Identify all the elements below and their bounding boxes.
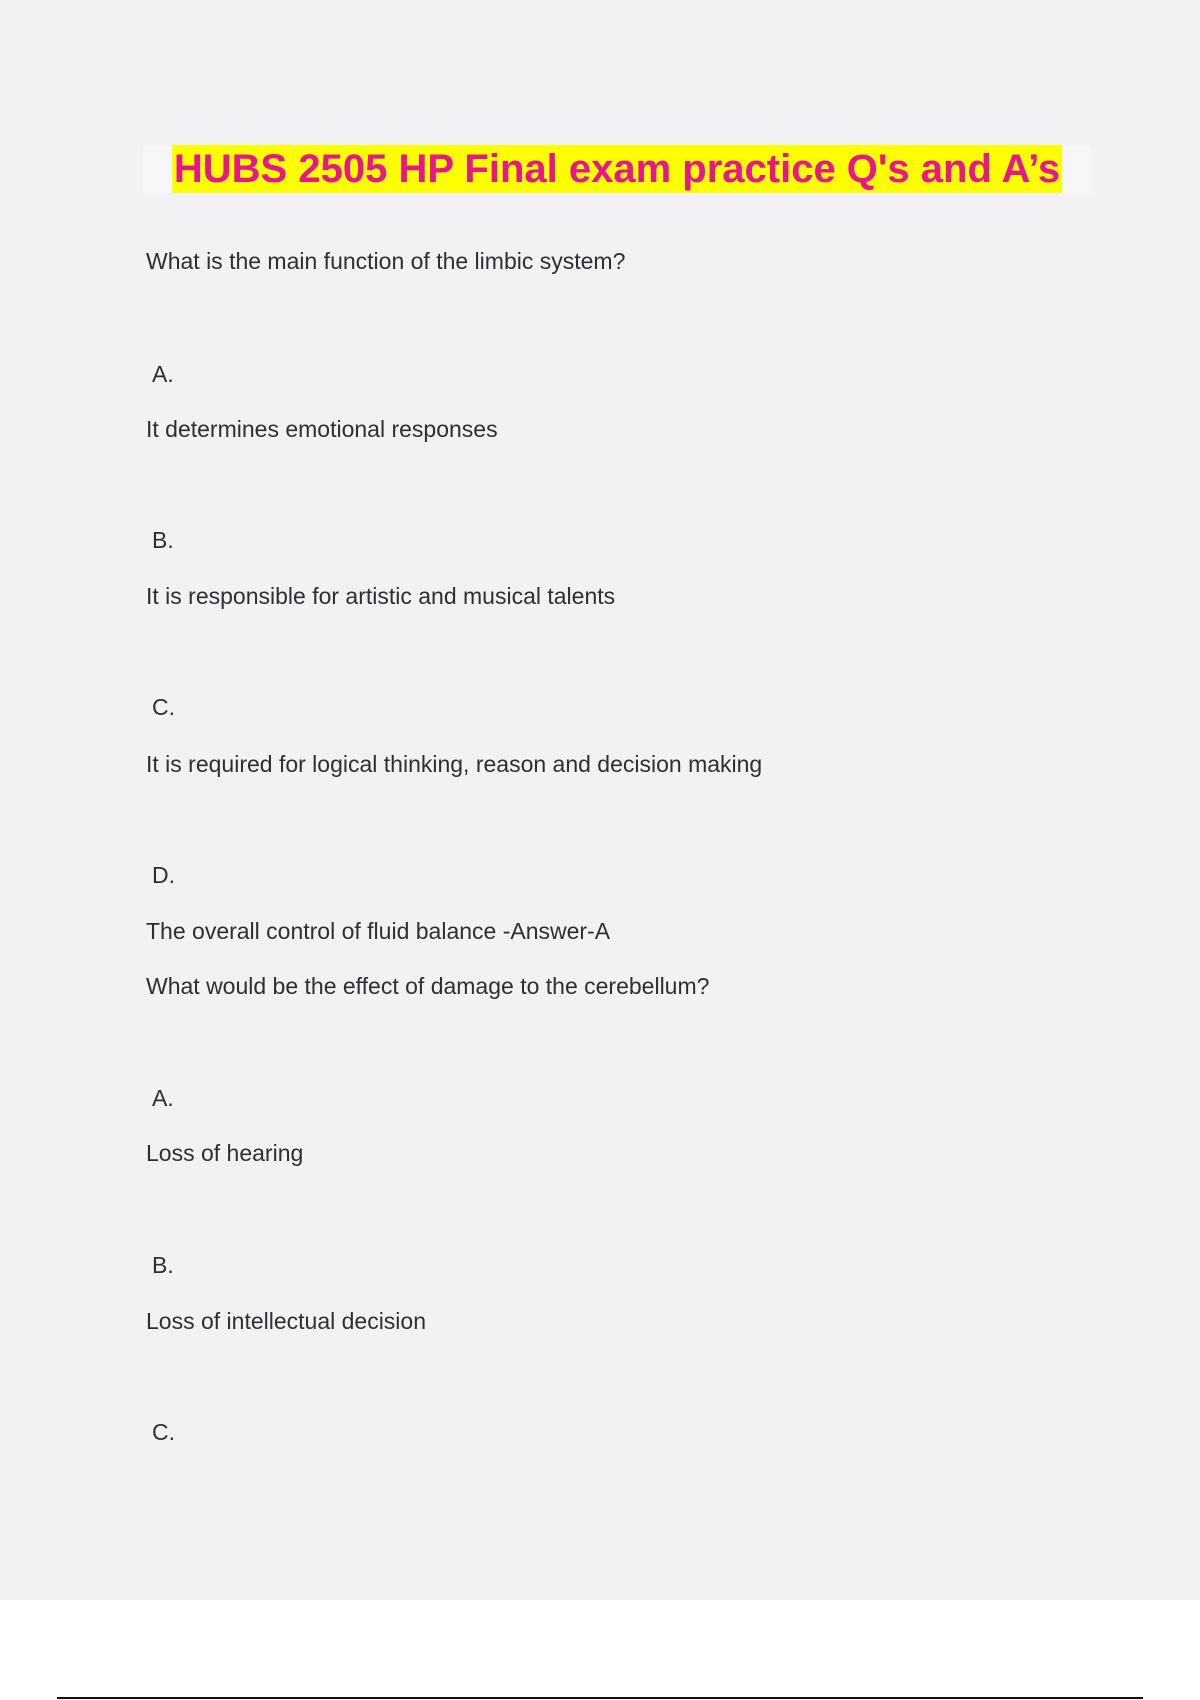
q1-option-b-text: It is responsible for artistic and musical talents: [146, 583, 616, 609]
page-title: HUBS 2505 HP Final exam practice Q's and A’s: [173, 147, 1061, 191]
q2-option-a-letter: A.: [152, 1085, 174, 1111]
footer-rule: [57, 1697, 1143, 1699]
q1-option-d-letter: D.: [152, 862, 175, 888]
q2-option-a-text: Loss of hearing: [146, 1140, 304, 1166]
question-1-text: What is the main function of the limbic system?: [146, 248, 626, 274]
question-2-text: What would be the effect of damage to the cerebellum?: [146, 973, 710, 999]
q1-option-c-letter: C.: [152, 694, 175, 720]
q1-option-c-text: It is required for logical thinking, reason and decision making: [146, 751, 763, 777]
q2-option-b-letter: B.: [152, 1252, 174, 1278]
q1-option-a-text: It determines emotional responses: [146, 416, 498, 442]
title-banner: [143, 145, 1091, 193]
q1-option-b-letter: B.: [152, 527, 174, 553]
q1-option-a-letter: A.: [152, 361, 174, 387]
q2-option-c-letter: C.: [152, 1419, 175, 1445]
q2-option-b-text: Loss of intellectual decision: [146, 1308, 426, 1334]
q1-option-d-text-answer: The overall control of fluid balance -Answer-A: [146, 918, 611, 944]
